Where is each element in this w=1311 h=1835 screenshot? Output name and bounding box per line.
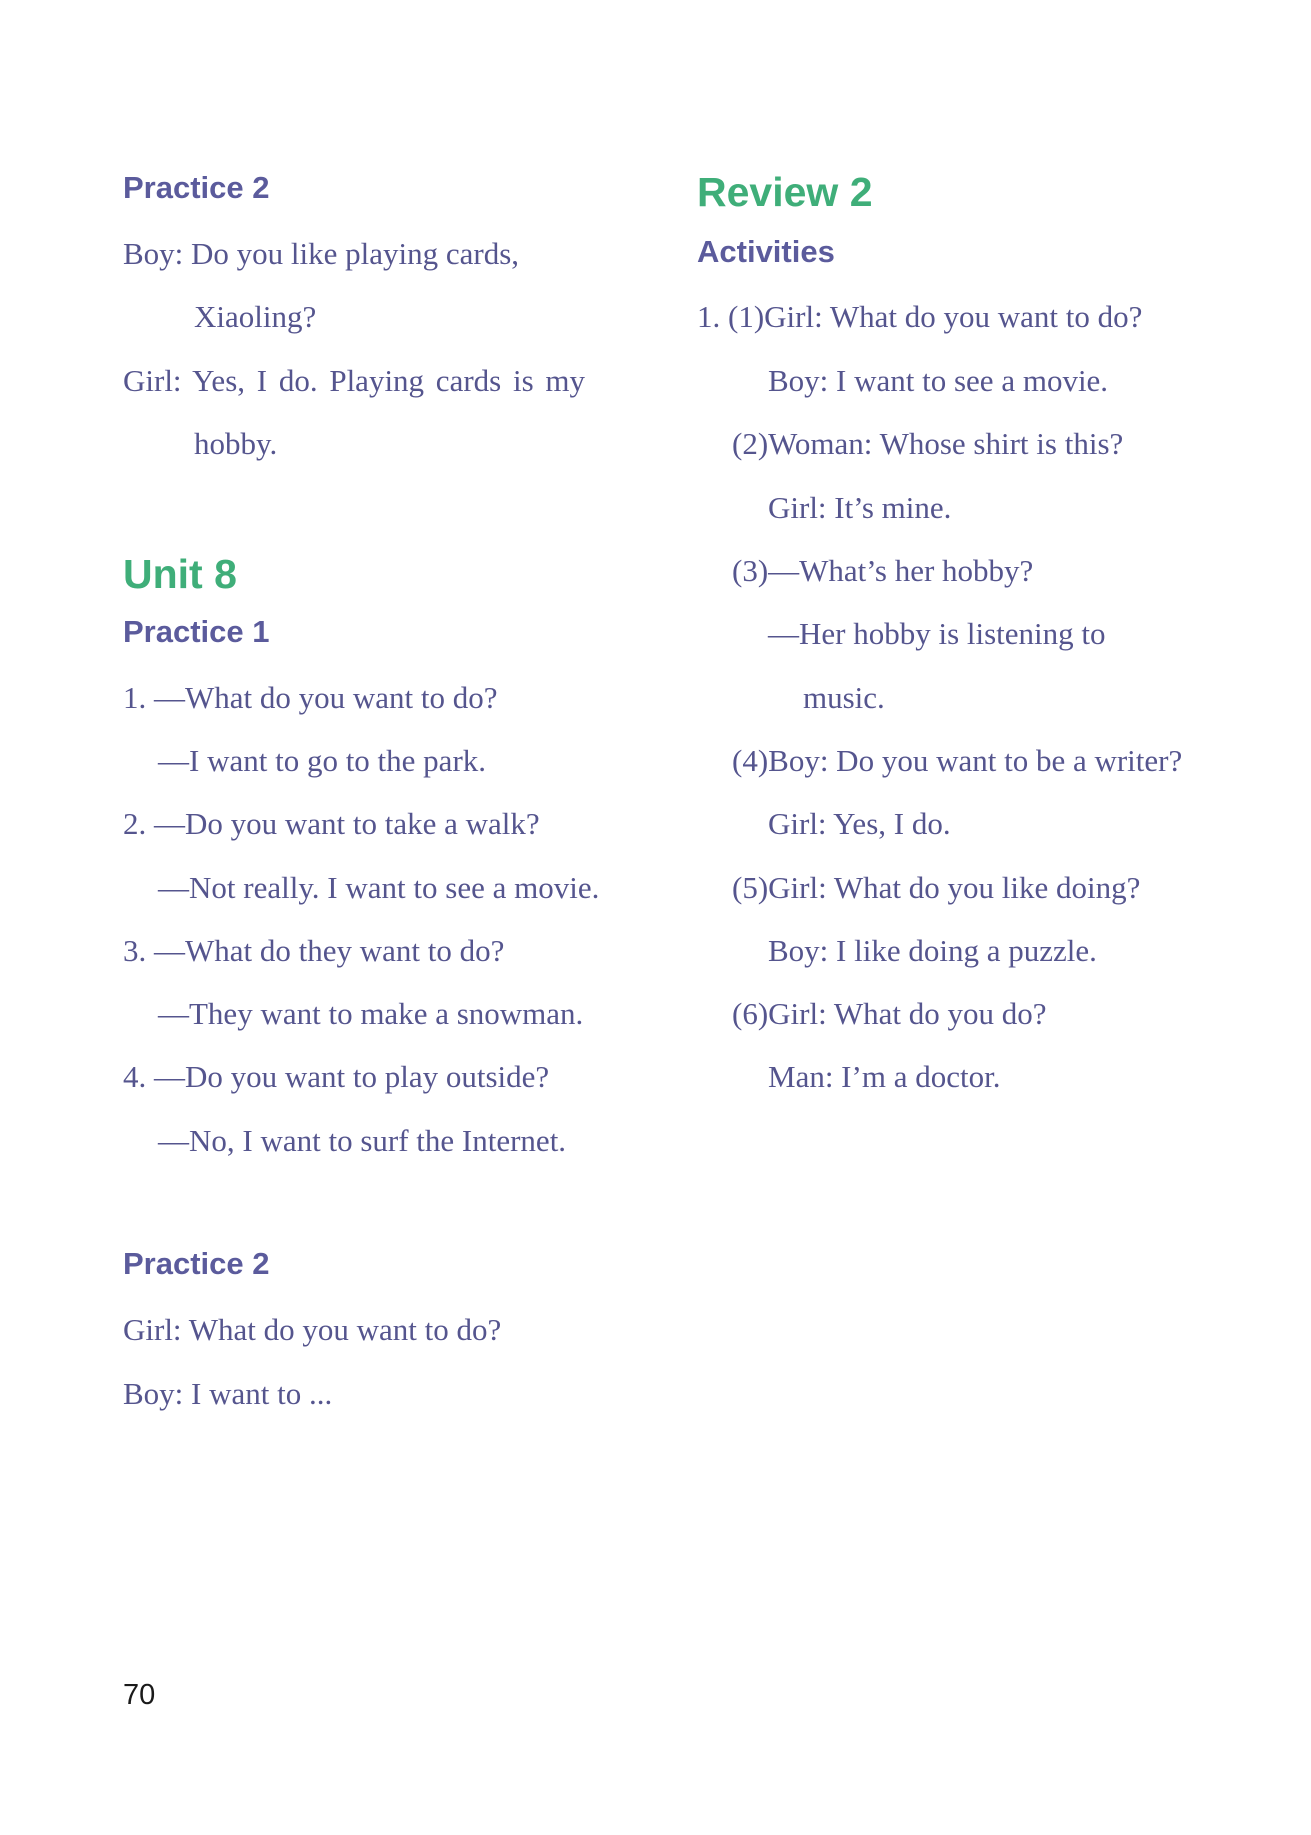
dialogue-line: Girl: What do you want to do? <box>123 1312 502 1347</box>
practice-2-heading: Practice 2 <box>123 170 270 205</box>
exercise-line: 4. —Do you want to play outside? <box>123 1059 550 1094</box>
activity-line: Boy: I want to see a movie. <box>768 363 1109 398</box>
activity-line: (2)Woman: Whose shirt is this? <box>732 426 1124 461</box>
page-number: 70 <box>123 1679 156 1711</box>
activity-line: music. <box>803 680 885 715</box>
exercise-line: —I want to go to the park. <box>158 743 487 778</box>
exercise-line: —Not really. I want to see a movie. <box>158 870 600 905</box>
dialogue-line: Xiaoling? <box>194 299 317 334</box>
dialogue-line: Girl: Yes, I do. Playing cards is my <box>123 363 585 398</box>
exercise-line: 2. —Do you want to take a walk? <box>123 806 540 841</box>
activity-line: Man: I’m a doctor. <box>768 1059 1001 1094</box>
activity-line: Girl: It’s mine. <box>768 490 952 525</box>
activity-line: Boy: I like doing a puzzle. <box>768 933 1097 968</box>
activity-line: —Her hobby is listening to <box>768 616 1106 651</box>
activity-line: (6)Girl: What do you do? <box>732 996 1047 1031</box>
activity-line: (3)—What’s her hobby? <box>732 553 1034 588</box>
exercise-line: 3. —What do they want to do? <box>123 933 505 968</box>
dialogue-line: Boy: I want to ... <box>123 1376 333 1411</box>
practice-2-heading: Practice 2 <box>123 1246 270 1281</box>
exercise-line: —They want to make a snowman. <box>158 996 584 1031</box>
activity-line: 1. (1)Girl: What do you want to do? <box>697 299 1143 334</box>
activity-line: (5)Girl: What do you like doing? <box>732 870 1141 905</box>
exercise-line: —No, I want to surf the Internet. <box>158 1123 567 1158</box>
exercise-line: 1. —What do you want to do? <box>123 680 498 715</box>
dialogue-line: Boy: Do you like playing cards, <box>123 236 520 271</box>
activity-line: Girl: Yes, I do. <box>768 806 951 841</box>
dialogue-line: hobby. <box>194 426 278 461</box>
practice-1-heading: Practice 1 <box>123 614 270 649</box>
unit-8-title: Unit 8 <box>123 551 237 597</box>
review-2-title: Review 2 <box>697 169 873 215</box>
activities-heading: Activities <box>697 234 835 269</box>
activity-line: (4)Boy: Do you want to be a writer? <box>732 743 1183 778</box>
